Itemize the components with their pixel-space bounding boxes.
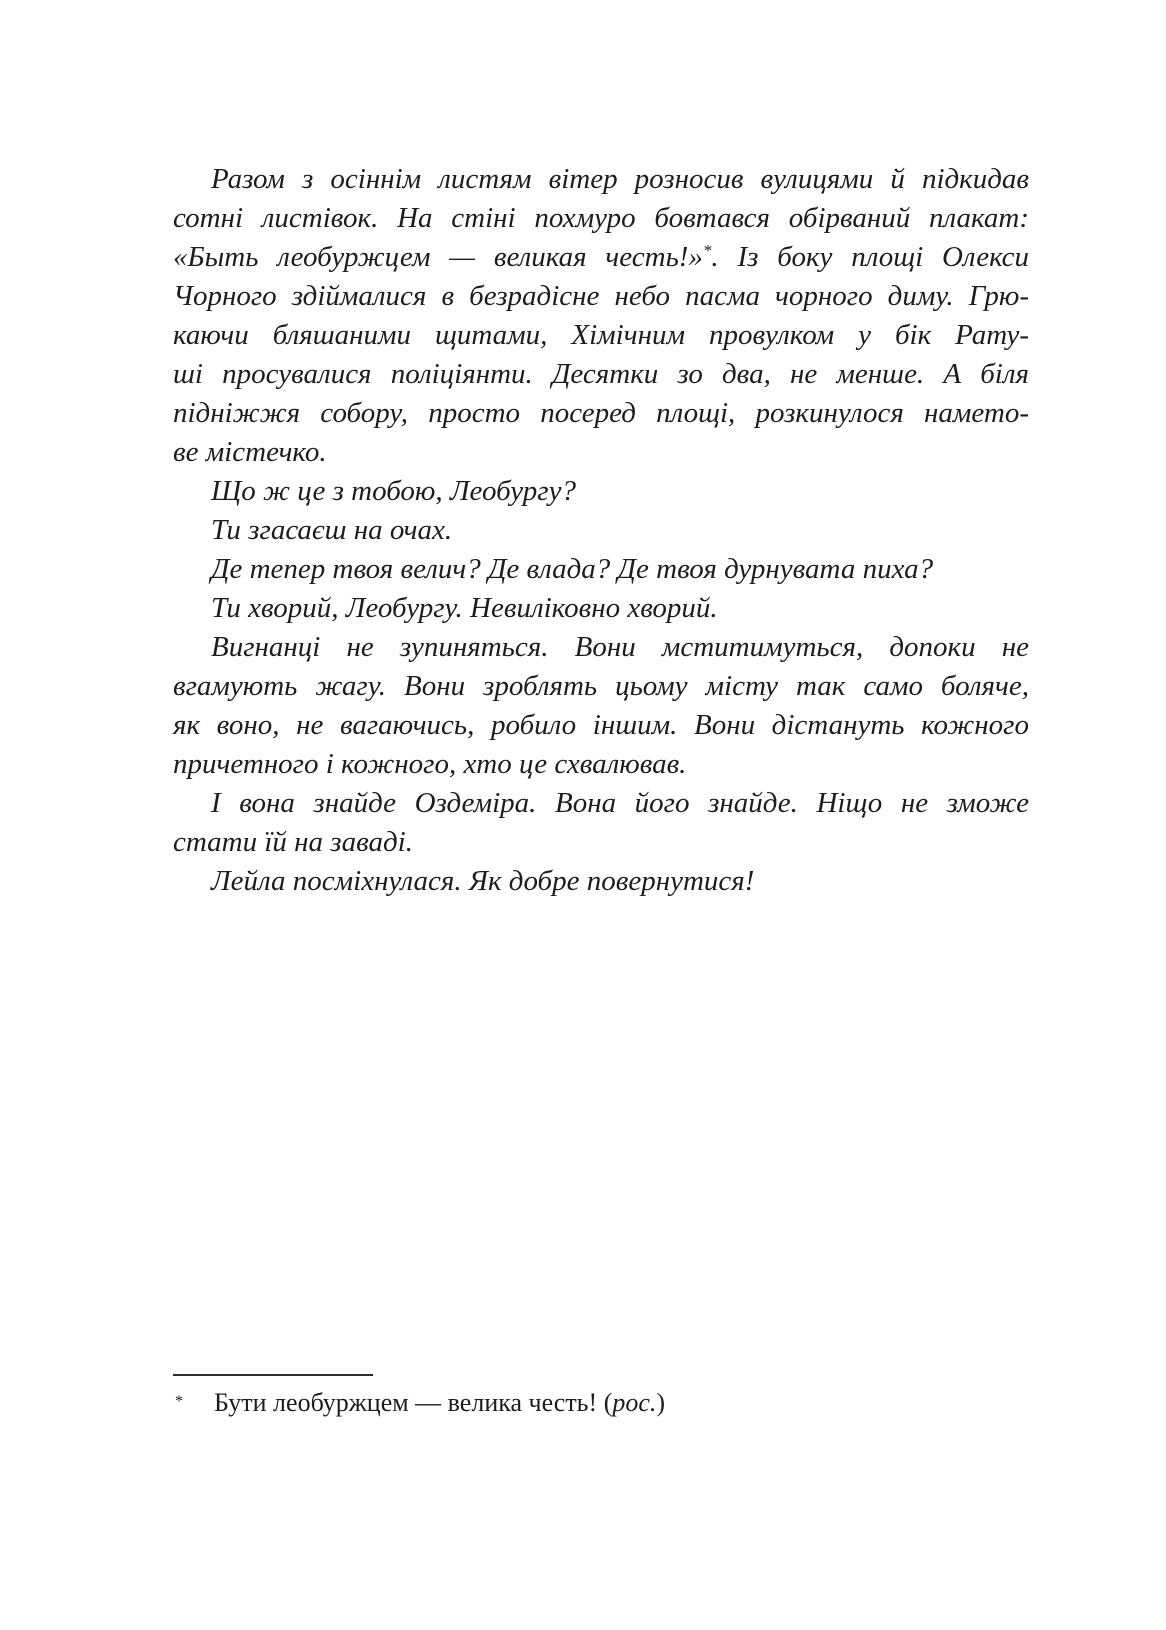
text-segment: І вона знайде Оздеміра. Вона його знайде. Ніщо не зможе [211,787,1029,819]
footnote [173,1374,1029,1419]
footnote-separator [173,1374,373,1376]
text-segment: Де тепер твоя велич? Де влада? Де твоя дурнувата пиха? [211,553,934,585]
text-block [173,160,1029,901]
text-segment: Ти хворий, Леобургу. Невиліковно хворий. [211,592,718,624]
text-segment: причетного і кожного, хто це схвалював. [173,748,687,780]
text-segment: вгамують жагу. Вони зроблять цьому місту так само боляче, [173,670,1029,702]
text-line [173,706,1029,745]
text-segment: стати їй на заваді. [173,826,413,858]
text-line [173,472,1029,511]
text-line [173,550,1029,589]
text-segment: Ти згасаєш на очах. [211,514,453,546]
text-line [173,784,1029,823]
text-segment: «Быть леобуржцем — великая честь!» [173,241,703,273]
text-segment: каючи бляшаними щитами, Хімічним провулком у бік Рату- [173,319,1029,351]
text-segment: Що ж це з тобою, Леобургу? [211,475,576,507]
footnote-text [214,1388,665,1417]
text-line [173,862,1029,901]
footnote-row [173,1386,1029,1419]
text-line [173,394,1029,433]
text-segment: ші просувалися поліціянти. Десятки зо два, не менше. А біля [173,358,1029,390]
text-line [173,511,1029,550]
text-line [173,589,1029,628]
text-line [173,433,1029,472]
text-segment: Вигнанці не зупиняться. Вони мститимуться, допоки не [211,631,1029,663]
text-segment: ве містечко. [173,436,327,468]
text-line [173,667,1029,706]
footnote-reference-asterisk: * [702,241,712,260]
text-segment: Разом з осіннім листям вітер розносив вулицями й підкидав [211,163,1029,195]
text-segment: Лейла посміхнулася. Як добре повернутися! [211,865,755,897]
text-line [173,355,1029,394]
text-segment: як воно, не вагаючись, робило іншим. Вони дістануть кожного [173,709,1029,741]
footnote-marker: * [175,1393,183,1410]
text-line [173,628,1029,667]
text-segment: Чорного здіймалися в безрадісне небо пасма чорного диму. Грю- [173,280,1029,312]
text-line [173,277,1029,316]
text-line [173,745,1029,784]
text-segment: підніжжя собору, просто посеред площі, розкинулося намето- [173,397,1029,429]
text-segment: сотні листівок. На стіні похмуро бовтався обірваний плакат: [173,202,1029,234]
text-line [173,238,1029,277]
text-segment: рос. [612,1388,657,1417]
text-segment: . Із боку площі Олекси [711,241,1029,273]
text-line [173,823,1029,862]
text-line [173,199,1029,238]
text-segment: ) [656,1388,666,1417]
text-segment: Бути леобуржцем — велика честь! ( [214,1388,613,1417]
text-line [173,160,1029,199]
text-line [173,316,1029,355]
